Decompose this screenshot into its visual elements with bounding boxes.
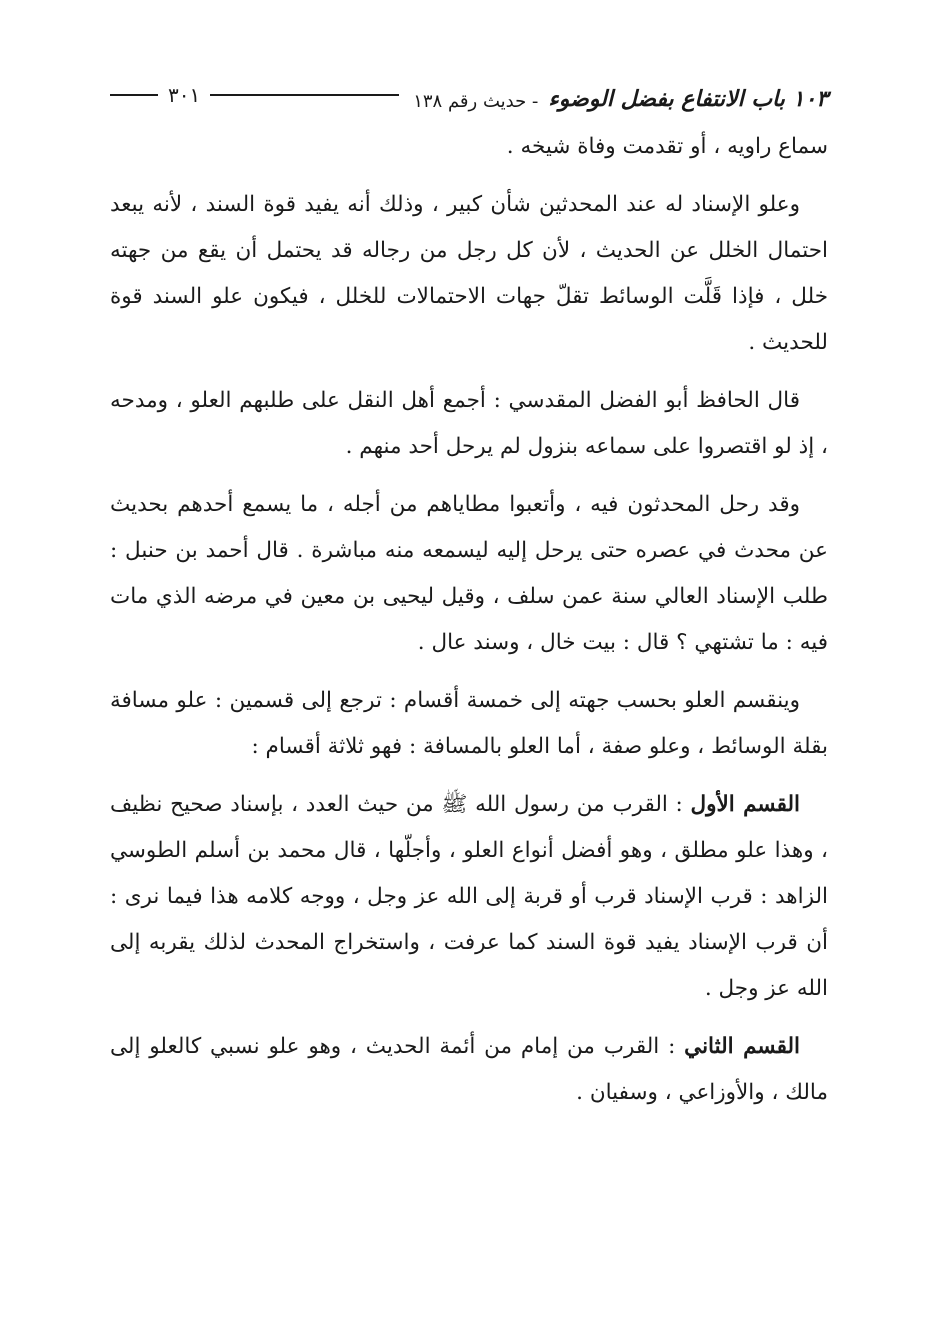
running-header [110, 78, 828, 112]
paragraph-text: : القرب من رسول الله ﷺ من حيث العدد ، بإسناد صحيح نظيف ، وهذا علو مطلق ، وهو أفضل أنواع العلو ، وأجلّها ، قال محمد بن أسلم الطوسي الزاهد : قرب الإسناد قرب أو قربة إلى الله عز وجل ، ووجه كلامه هذا فيما نرى : أن قرب الإسناد يفيد قوة السند كما عرفت ، واستخراج المحدث لذلك يقربه إلى الله عز وجل . [110, 792, 828, 1001]
paragraph-text: : القرب من إمام من أئمة الحديث ، وهو علو نسبي كالعلو إلى مالك ، والأوزاعي ، وسفيان . [110, 1034, 828, 1105]
body-text [110, 124, 828, 1116]
paragraph [110, 1024, 828, 1116]
header-rule [210, 94, 399, 96]
paragraph [110, 124, 828, 170]
paragraph-text: وعلو الإسناد له عند المحدثين شأن كبير ، وذلك أنه يفيد قوة السند ، لأنه يبعد احتمال الخلل عن الحديث ، لأن كل رجل من رجاله قد يحتمل أن يقع من جهته خلل ، فإذا قَلَّت الوسائط تقلّ جهات الاحتمالات للخلل ، فيكون علو السند قوة للحديث . [110, 192, 828, 355]
header-rule-short [110, 94, 158, 96]
paragraph [110, 482, 828, 666]
paragraph-text: وينقسم العلو بحسب جهته إلى خمسة أقسام : ترجع إلى قسمين : علو مسافة بقلة الوسائط ، وعلو صفة ، أما العلو بالمسافة : فهو ثلاثة أقسام : [110, 688, 828, 759]
hadith-reference: - حديث رقم ١٣٨ [413, 91, 539, 112]
paragraph [110, 678, 828, 770]
paragraph [110, 782, 828, 1012]
book-page [110, 78, 828, 1128]
paragraph-text: سماع راويه ، أو تقدمت وفاة شيخه . [506, 134, 828, 159]
paragraph-text: قال الحافظ أبو الفضل المقدسي : أجمع أهل النقل على طلبهم العلو ، ومدحه ، إذ لو اقتصروا على سماعه بنزول لم يرحل أحد منهم . [110, 388, 828, 459]
page-number: ٣٠١ [168, 83, 201, 107]
chapter-title: ١٠٣ باب الانتفاع بفضل الوضوء [548, 87, 828, 112]
header-rule-group [110, 78, 399, 112]
section-lead: القسم الأول [690, 792, 800, 817]
paragraph [110, 378, 828, 470]
paragraph [110, 182, 828, 366]
section-lead: القسم الثاني [684, 1034, 800, 1059]
paragraph-text: وقد رحل المحدثون فيه ، وأتعبوا مطاياهم من أجله ، ما يسمع أحدهم بحديث عن محدث في عصره حتى يرحل إليه ليسمعه منه مباشرة . قال أحمد بن حنبل : طلب الإسناد العالي سنة عمن سلف ، وقيل ليحيى بن معين في مرضه الذي مات فيه : ما تشتهي ؟ قال : بيت خال ، وسند عال . [110, 492, 828, 655]
